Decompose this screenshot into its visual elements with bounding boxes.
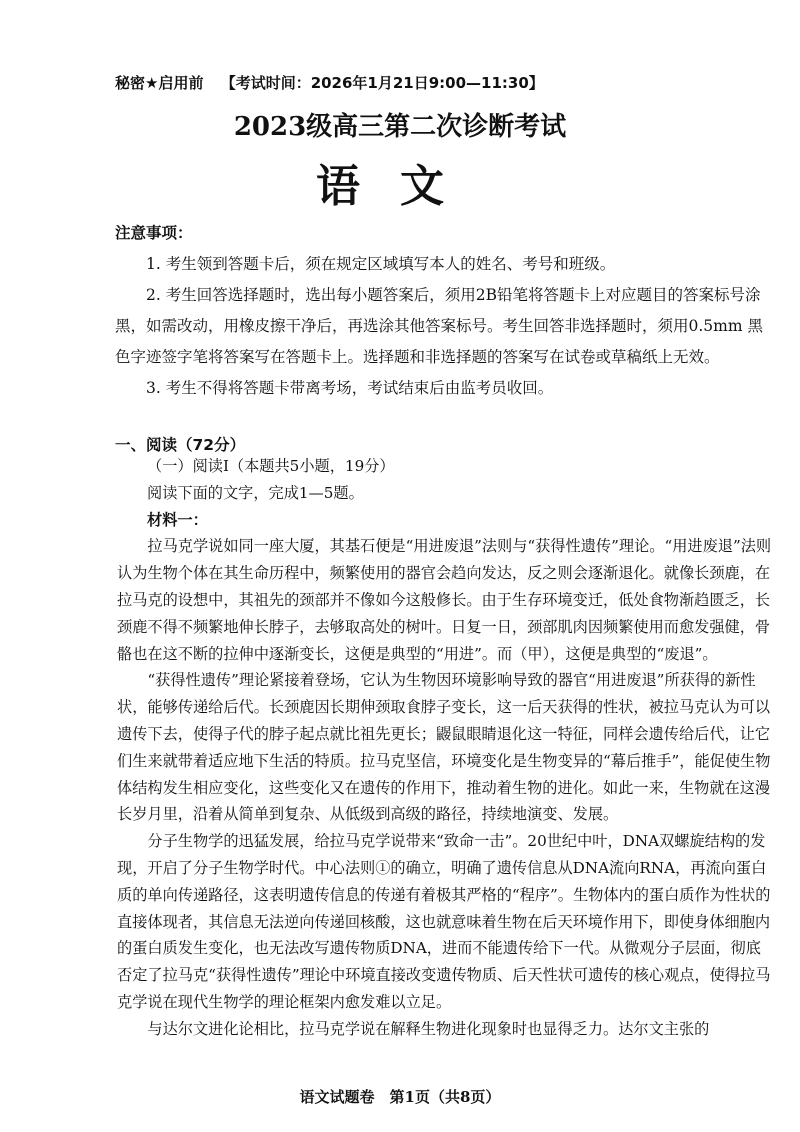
notes-heading: 注意事项：: [115, 224, 193, 242]
reading-paragraph: “获得性遗传”理论紧接着登场，它认为生物因环境影响导致的器官“用进废退”所获得的新性状，能够传递给后代。长颈鹿因长期伸颈取食脖子变长，这一后天获得的性状，被拉马克认为可以遗传下去，使得子代的脖子起点就比祖先更长；鼹鼠眼睛退化这一特征，同样会遗传给后代，让它们生来就带着适应地下生活的特质。拉马克坚信，环境变化是生物变异的“幕后推手”，能促使生物体结构发生相应变化，这些变化又在遗传的作用下，推动着生物的进化。如此一来，生物就在这漫长岁月里，沿着从简单到复杂、从低级到高级的路径，持续地演变、发展。: [117, 671, 771, 824]
page-footer: 语文试题卷 第1页（共8页）: [299, 1088, 501, 1106]
notes-item: 3. 考生不得将答题卡带离考场，考试结束后由监考员收回。: [146, 379, 554, 397]
confidential-label: 秘密★启用前: [115, 74, 204, 92]
header-line: [115, 72, 544, 93]
reading-paragraph: 拉马克学说如同一座大厦，其基石便是“用进废退”法则与“获得性遗传”理论。“用进废退”法则认为生物个体在其生命历程中，频繁使用的器官会趋向发达，反之则会逐渐退化。就像长颈鹿，在拉马克的设想中，其祖先的颈部并不像如今这般修长。由于生存环境变迁，低处食物渐趋匮乏，长颈鹿不得不频繁地伸长脖子，去够取高处的树叶。日复一日，颈部肌肉因频繁使用而愈发强健，骨骼也在这不断的拉伸中逐渐变长，这便是典型的“用进”。而（甲），这便是典型的“废退”。: [117, 537, 772, 663]
subject-title: 语文: [316, 161, 484, 212]
notes-section: [115, 218, 773, 404]
sub-heading: （一）阅读Ⅰ（本题共5小题，19分）: [147, 457, 395, 475]
exam-title: 2023级高三第二次诊断考试: [233, 112, 567, 142]
material-label: 材料一：: [147, 510, 208, 529]
reading-section: [117, 453, 773, 1043]
notes-item: 1. 考生领到答题卡后，须在规定区域填写本人的姓名、考号和班级。: [146, 255, 616, 273]
reading-paragraph: 与达尔文进化论相比，拉马克学说在解释生物进化现象时也显得乏力。达尔文主张的: [147, 1019, 710, 1038]
section-heading: 一、阅读（72分）: [115, 436, 246, 454]
instruction: 阅读下面的文字，完成1—5题。: [147, 483, 364, 502]
notes-item: 2. 考生回答选择题时，选出每小题答案后，须用2B铅笔将答题卡上对应题目的答案标号涂黑，如需改动，用橡皮擦干净后，再选涂其他答案标号。考生回答非选择题时，须用0.5mm 黑色字迹签字笔将答案写在答题卡上。选择题和非选择题的答案写在试卷或草稿纸上无效。: [115, 286, 763, 366]
reading-paragraph: 分子生物学的迅猛发展，给拉马克学说带来“致命一击”。20世纪中叶，DNA双螺旋结构的发现，开启了分子生物学时代。中心法则①的确立，明确了遗传信息从DNA流向RNA，再流向蛋白质的单向传递路径，这表明遗传信息的传递有着极其严格的“程序”。生物体内的蛋白质作为性状的直接体现者，其信息无法逆向传递回核酸，这也就意味着生物在后天环境作用下，即使身体细胞内的蛋白质发生变化，也无法改写遗传物质DNA，进而不能遗传给下一代。从微观分子层面，彻底否定了拉马克“获得性遗传”理论中环境直接改变遗传物质、后天性状可遗传的核心观点，使得拉马克学说在现代生物学的理论框架内愈发难以立足。: [117, 832, 771, 1011]
exam-time: 【考试时间：2026年1月21日9:00—11:30】: [220, 74, 544, 92]
